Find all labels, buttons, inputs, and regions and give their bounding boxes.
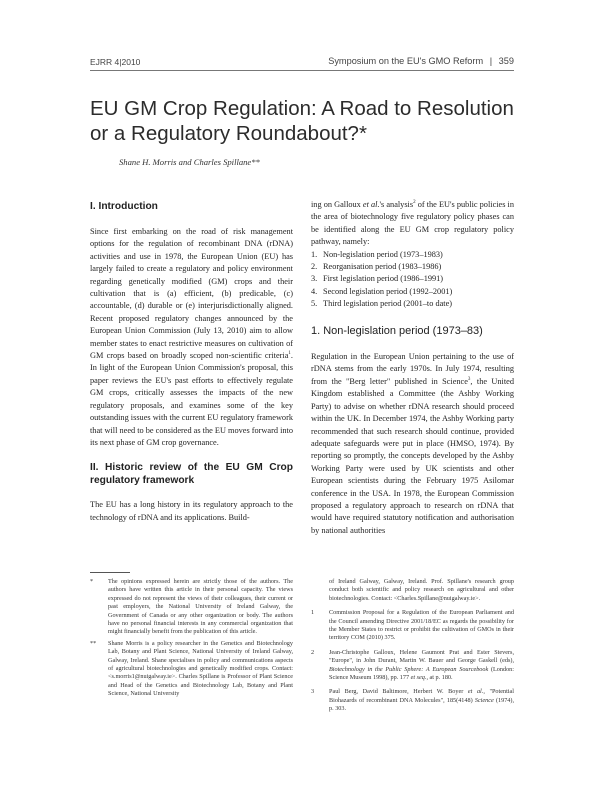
article-title: EU GM Crop Regulation: A Road to Resolution or a Regulatory Roundabout?* — [90, 97, 514, 145]
text: ing on Galloux — [311, 200, 363, 209]
footnote — [90, 640, 293, 699]
list-item — [311, 249, 514, 261]
item-label: First legislation period (1986–1991) — [323, 274, 444, 284]
text: (London: Science Museum 1998), pp. 177 — [329, 665, 514, 682]
text-italic: et al. — [467, 688, 484, 696]
footnote-number: 2 — [311, 648, 315, 656]
footnote-mark: ** — [90, 639, 97, 647]
footnote-text: Shane Morris is a policy researcher in the Genetics and Biotechnology Lab, Botany and Plant Science, National University of Ireland Galway, Galway, Ireland. Shane specialises in policy and communications aspects of agricultural biotechnologies and genetically modified crops. Contact: <s.morris1@nuigalway.ie>. Charles Spillane is Professor of Plant Science and Head of the Genetics and Biotechnology Lab, Botany and Plant Science, National University — [108, 639, 293, 698]
item-label: Reorganisation period (1983–1986) — [323, 262, 442, 272]
footnote-text: Commission Proposal for a Regulation of the European Parliament and the Council amending Directive 2001/18/EC as regards the possibility for the Member States to restrict or prohibit the cultivation of GMOs in their territory COM (2010) 375. — [329, 609, 514, 642]
item-label: Third legislation period (2001–to date) — [323, 299, 453, 309]
footnote-number: 1 — [311, 609, 315, 617]
footnote-number: 3 — [311, 688, 315, 696]
item-label: Second legislation period (1992–2001) — [323, 286, 453, 296]
text-italic: et seq. — [410, 674, 427, 682]
footnotes-right — [311, 578, 514, 714]
intro-paragraph — [90, 226, 293, 449]
etal: et al. — [362, 200, 380, 209]
text: , "Potential Biohazards of recombinant DNA Molecules", 185(4148) — [329, 688, 514, 704]
intro-text-end: . In light of the European Union Commission's proposal, this paper reviews the EU's past efforts to effectively regulate GM crops, critically assesses the impacts of the new regulatory proposals, and examines some of the key outstanding issues with the current EU regulatory framework that will need to be considered as the EU moves forward into its next phase of GM crop governance. — [90, 351, 293, 447]
footnote-rule — [90, 572, 130, 573]
right-paragraph-2 — [311, 351, 514, 537]
item-number: 2. — [311, 262, 318, 272]
footnote-ref: 3 — [467, 377, 471, 383]
header-rule — [90, 70, 514, 71]
text: (1974), p. 303. — [329, 696, 514, 713]
item-number: 1. — [311, 249, 318, 259]
page-number: 359 — [498, 56, 514, 66]
historic-heading: II. Historic review of the EU GM Crop regulatory framework — [90, 462, 293, 487]
journal-name: Science — [474, 696, 494, 704]
authors: Shane H. Morris and Charles Spillane** — [119, 157, 260, 167]
item-number: 5. — [311, 299, 318, 309]
text: Regulation in the European Union pertaining to the use of rDNA stems from the early 1970s. In July 1974, resulting from the "Berg letter" published in Science — [311, 352, 514, 386]
right-column — [311, 199, 514, 537]
period-list — [311, 249, 514, 311]
item-number: 3. — [311, 274, 318, 284]
footnote — [90, 578, 293, 637]
footnote-continuation: of Ireland Galway, Galway, Ireland. Prof. Spillane's research group conduct both scientific and policy research on agricultural and other biotechnologies. Contact: <Charles.Spillane@nuigalway.ie>. — [329, 578, 514, 602]
book-title: Biotechnology in the Public Sphere: A European Sourcebook — [329, 665, 489, 673]
section-name: Symposium on the EU's GMO Reform — [328, 56, 484, 66]
list-item — [311, 298, 514, 310]
left-column — [90, 200, 293, 524]
item-number: 4. — [311, 286, 318, 296]
subsection-heading: 1. Non-legislation period (1973–83) — [311, 324, 483, 337]
list-item — [311, 273, 514, 285]
footnote-ref: 1 — [288, 351, 291, 357]
right-paragraph-1 — [311, 199, 514, 249]
list-item — [311, 286, 514, 298]
footnotes-left — [90, 578, 293, 699]
text: Jean-Christophe Galloux, Helene Gaumont Prat and Ester Stevers, "Europe", in John Durant, Martin W. Bauer and George Gaskell (eds), — [329, 648, 514, 665]
footnote-mark: * — [90, 578, 94, 585]
footnote — [311, 609, 514, 643]
footnote-ref: 2 — [413, 200, 416, 206]
historic-paragraph: The EU has a long history in its regulatory approach to the technology of rDNA and its applications. Build- — [90, 500, 293, 522]
footnote — [311, 688, 514, 713]
intro-text: Since first embarking on the road of risk management options for the regulation of recombinant DNA (rDNA) activities and use in 1978, the European Union (EU) has largely failed to create a regulatory and policy environment regarding genetically modified (GM) crops and their cultivation that is (a) efficient, (b) predicable, (c) accountable, (d) durable or (e) interjurisdictionally aligned. Recent proposed regulatory changes announced by the European Union Commission (July 13, 2010) aim to allow member states to enact restrictive measures on cultivation of GM crops based on broadly scoped non-scientific criteria — [90, 227, 293, 361]
journal-issue: EJRR 4|2010 — [90, 57, 141, 67]
running-header — [328, 56, 514, 66]
text: 's analysis — [379, 200, 414, 209]
header-separator: | — [489, 56, 493, 66]
intro-heading: I. Introduction — [90, 201, 158, 212]
item-label: Non-legislation period (1973–1983) — [323, 249, 443, 259]
text: Paul Berg, David Baltimore, Herbert W. Boyer — [329, 688, 468, 696]
footnote-text: The opinions expressed herein are strictly those of the authors. The authors have written this article in their personal capacity. The views expressed do not represent the views of their colleagues, their current or past employers, the National University of Ireland Galway, the Government of Canada or any other organization or body. The authors have no personal financial interests in any commercial organization that might financially benefit from the publication of this article. — [108, 578, 293, 636]
list-item — [311, 261, 514, 273]
text: , at p. 180. — [426, 674, 453, 682]
footnote — [311, 649, 514, 683]
text: of the EU's public policies in the area of biotechnology five regulatory policy phases can be identified along the EU GM crop regulatory policy pathway, namely: — [311, 200, 515, 247]
text: , the United Kingdom established a Committee (the Ashby Working Party) to advise on whether rDNA research should proceed within the UK. In December 1974, the Ashby Working party recommended that such research should continue, provided adequate safeguards were put in place (HMSO, 1974). By reporting so promptly, the concepts developed by the Ashby Working Party were used by UK scientists and other European scientists during the February 1975 Asilomar conference in the USA. In 1978, the European Commission proposed a regulatory approach to research on rDNA that would have required statutory notification and authorisation by national authorities — [311, 376, 514, 535]
footnote-text — [329, 688, 514, 713]
footnote-text — [329, 649, 514, 683]
